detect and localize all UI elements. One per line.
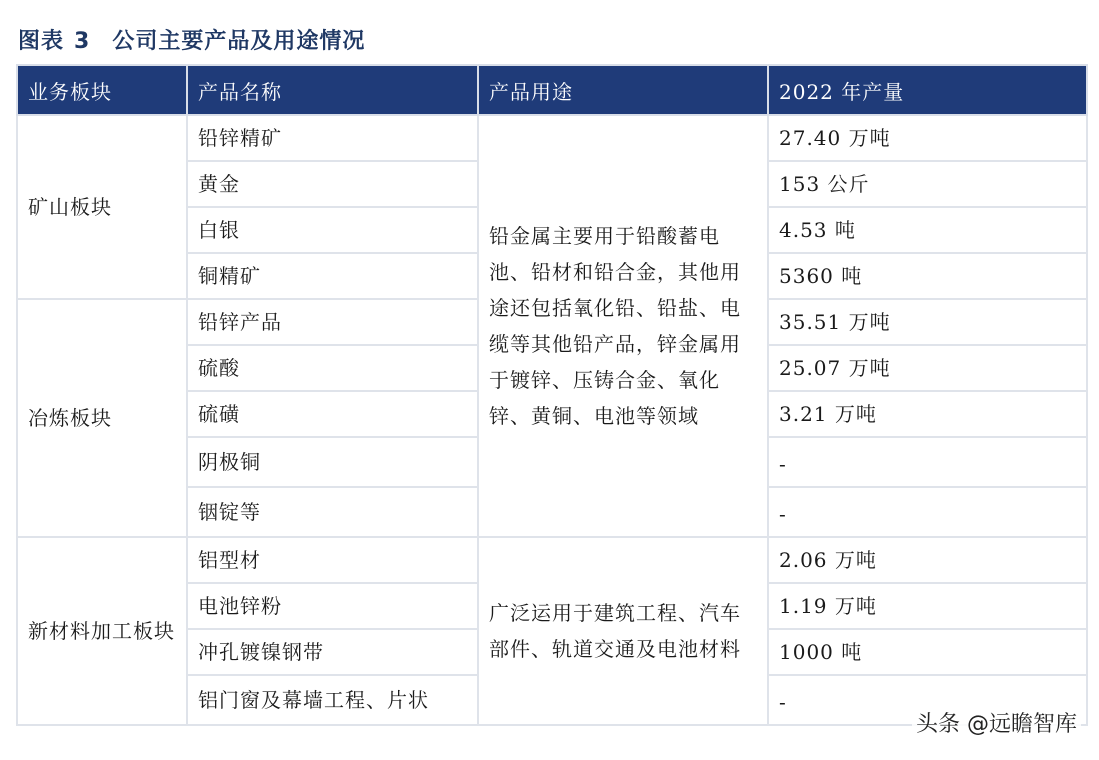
output-cell: 25.07 万吨 — [768, 345, 1087, 391]
product-name-cell: 白银 — [187, 207, 478, 253]
table-row — [17, 537, 1087, 583]
output-cell: 1000 吨 — [768, 629, 1087, 675]
usage-cell: 铅金属主要用于铅酸蓄电池、铅材和铅合金，其他用途还包括氧化铅、铅盐、电缆等其他铅产品，锌金属用于镀锌、压铸合金、氧化锌、黄铜、电池等领域 — [478, 115, 768, 537]
output-cell: 27.40 万吨 — [768, 115, 1087, 161]
segment-cell: 冶炼板块 — [17, 299, 187, 537]
figure-title — [18, 24, 365, 55]
product-name-cell: 铅锌产品 — [187, 299, 478, 345]
output-cell: 2.06 万吨 — [768, 537, 1087, 583]
table-row — [17, 115, 1087, 161]
products-table — [16, 64, 1088, 726]
output-cell: 35.51 万吨 — [768, 299, 1087, 345]
product-name-cell: 黄金 — [187, 161, 478, 207]
figure-number: 3 — [74, 29, 91, 54]
header-row — [17, 65, 1087, 115]
header-product-usage: 产品用途 — [478, 65, 768, 115]
output-cell: - — [768, 675, 1087, 725]
product-name-cell: 铟锭等 — [187, 487, 478, 537]
output-cell: 5360 吨 — [768, 253, 1087, 299]
product-name-cell: 铜精矿 — [187, 253, 478, 299]
product-name-cell: 铝门窗及幕墙工程、片状 — [187, 675, 478, 725]
output-cell: 4.53 吨 — [768, 207, 1087, 253]
product-name-cell: 阴极铜 — [187, 437, 478, 487]
output-cell: - — [768, 487, 1087, 537]
usage-cell: 广泛运用于建筑工程、汽车部件、轨道交通及电池材料 — [478, 537, 768, 725]
product-name-cell: 电池锌粉 — [187, 583, 478, 629]
output-cell: 153 公斤 — [768, 161, 1087, 207]
output-cell: 3.21 万吨 — [768, 391, 1087, 437]
header-segment: 业务板块 — [17, 65, 187, 115]
product-name-cell: 铅锌精矿 — [187, 115, 478, 161]
figure-caption: 公司主要产品及用途情况 — [112, 29, 366, 54]
header-product-name: 产品名称 — [187, 65, 478, 115]
segment-cell: 新材料加工板块 — [17, 537, 187, 725]
product-name-cell: 冲孔镀镍钢带 — [187, 629, 478, 675]
header-output-2022: 2022 年产量 — [768, 65, 1087, 115]
product-name-cell: 硫磺 — [187, 391, 478, 437]
figure-label: 图表 — [18, 29, 65, 54]
product-name-cell: 硫酸 — [187, 345, 478, 391]
output-cell: 1.19 万吨 — [768, 583, 1087, 629]
product-name-cell: 铝型材 — [187, 537, 478, 583]
segment-cell: 矿山板块 — [17, 115, 187, 299]
source-watermark: 头条 @远瞻智库 — [912, 705, 1081, 740]
output-cell: - — [768, 437, 1087, 487]
